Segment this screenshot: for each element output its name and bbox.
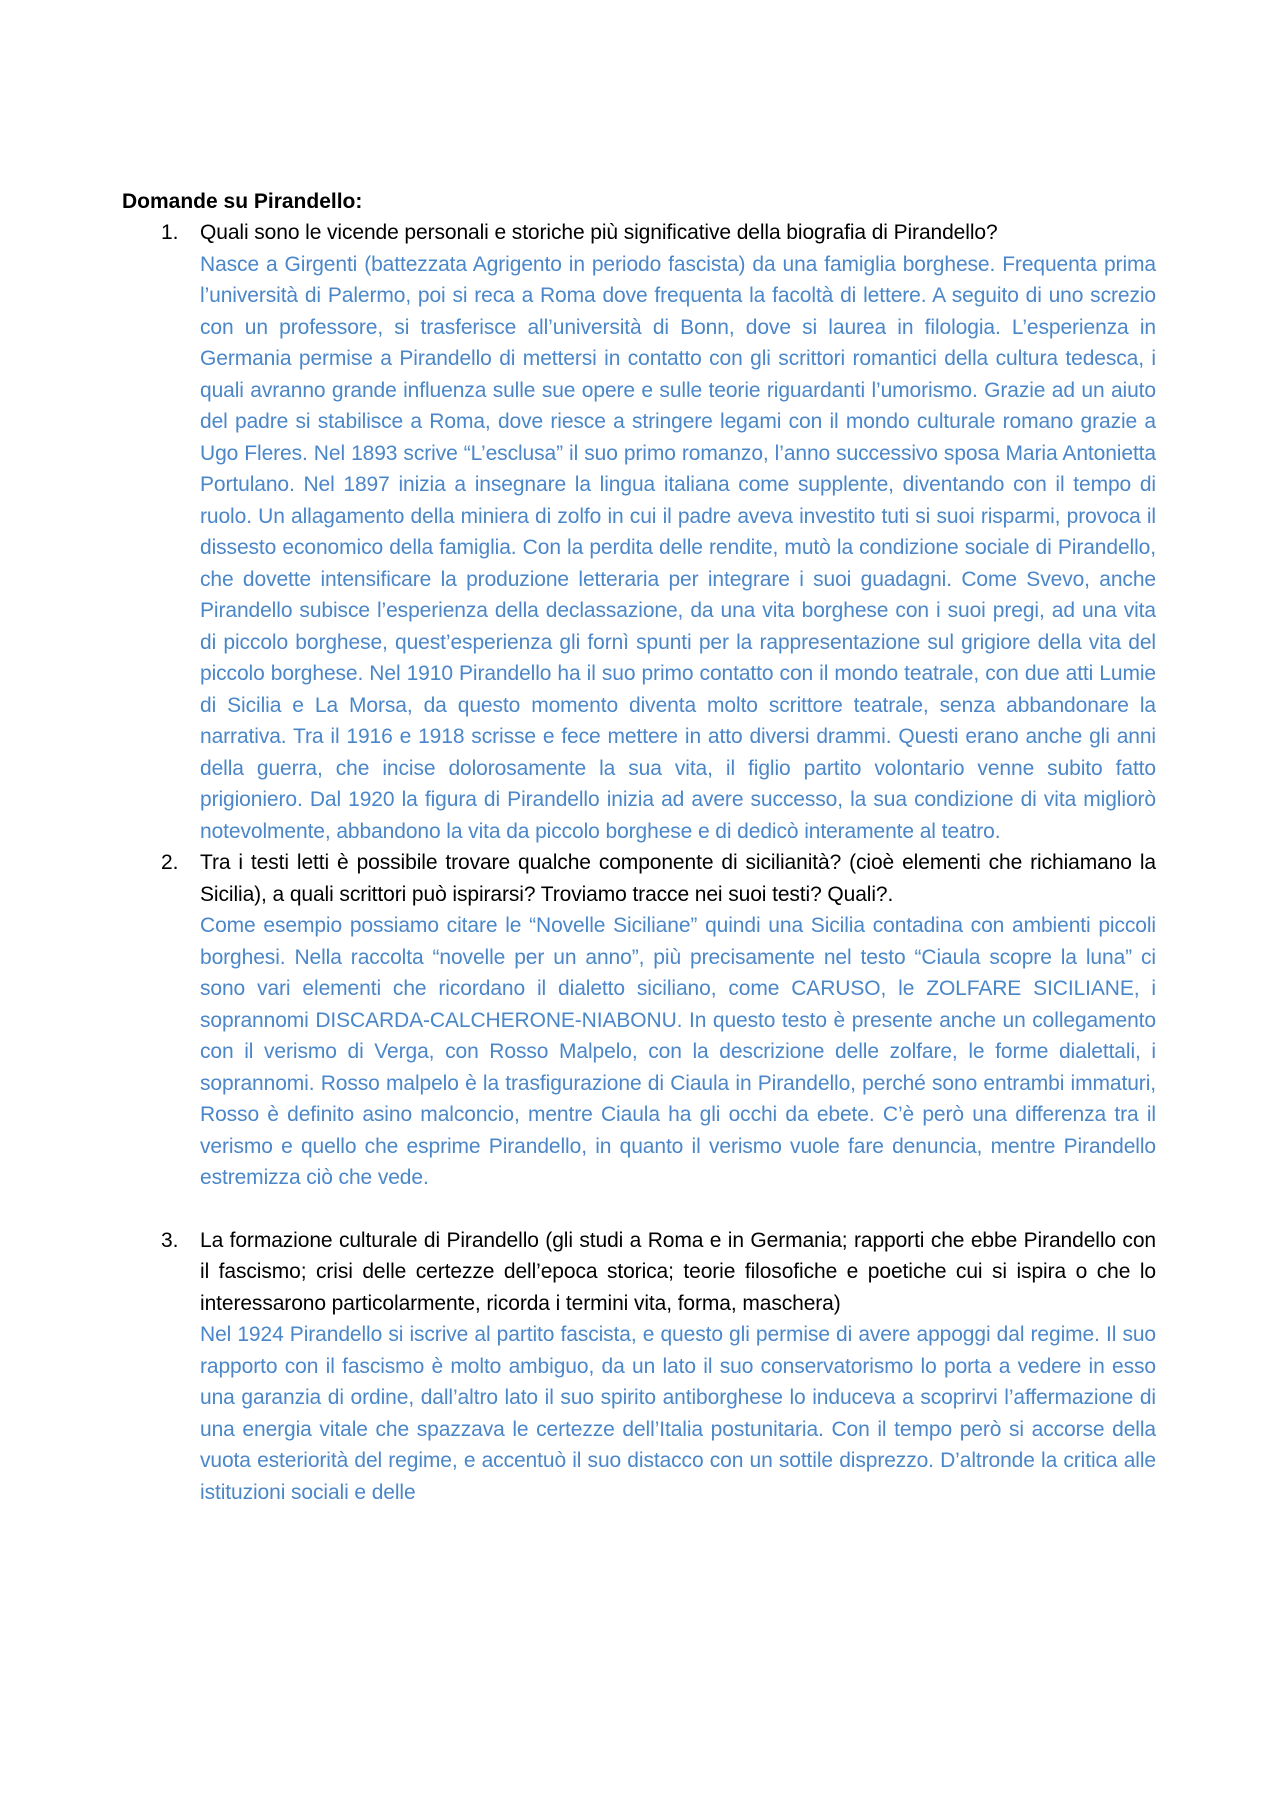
question-number: 2. (161, 851, 179, 874)
question-item-1 (122, 217, 1156, 847)
question-item-3 (122, 1225, 1156, 1509)
document-title: Domande su Pirandello: (122, 190, 363, 213)
question-text: Quali sono le vicende personali e storiche più significative della biografia di Pirandello? (200, 221, 998, 244)
question-text: La formazione culturale di Pirandello (gli studi a Roma e in Germania; rapporti che ebbe Pirandello con il fascismo; crisi delle certezze dell’epoca storica; teorie filosofiche e poetiche cui si ispira o che lo interessarono particolarmente, ricorda i termini vita, forma, maschera) (200, 1228, 1156, 1315)
document-body (122, 186, 1156, 1508)
question-item-2 (122, 847, 1156, 1194)
paragraph-spacer (122, 1194, 1156, 1225)
question-text: Tra i testi letti è possibile trovare qualche componente di sicilianità? (cioè elementi che richiamano la Sicilia), a quali scrittori può ispirarsi? Troviamo tracce nei suoi testi? Quali?. (200, 851, 1156, 906)
answer-text: Come esempio possiamo citare le “Novelle Siciliane” quindi una Sicilia contadina con ambienti piccoli borghesi. Nella raccolta “novelle per un anno”, più precisamente nel testo “Ciaula scopre la luna” ci sono vari elementi che ricordano il dialetto siciliano, come CARUSO, le ZOLFARE SICILIANE, i soprannomi DISCARDA-CALCHERONE-NIABONU. In questo testo è presente anche un collegamento con il verismo di Verga, con Rosso Malpelo, con la descrizione delle zolfare, le forme dialettali, i soprannomi. Rosso malpelo è la trasfigurazione di Ciaula in Pirandello, perché sono entrambi immaturi, Rosso è definito asino malconcio, mentre Ciaula ha gli occhi da ebete. C’è però una differenza tra il verismo e quello che esprime Pirandello, in quanto il verismo vuole fare denuncia, mentre Pirandello estremizza ciò che vede. (200, 914, 1156, 1189)
question-number: 3. (161, 1228, 179, 1252)
question-list (122, 217, 1156, 1508)
answer-text: Nasce a Girgenti (battezzata Agrigento in periodo fascista) da una famiglia borghese. Frequenta prima l’università di Palermo, poi si reca a Roma dove frequenta la facoltà di lettere. A seguito di uno screzio con un professore, si trasferisce all’università di Bonn, dove si laurea in filologia. L’esperienza in Germania permise a Pirandello di mettersi in contatto con gli scrittori romantici della cultura tedesca, i quali avranno grande influenza sulle sue opere e sulle teorie riguardanti l’umorismo. Grazie ad un aiuto del padre si stabilisce a Roma, dove riesce a stringere legami con il mondo culturale romano grazie a Ugo Fleres. Nel 1893 scrive “L’esclusa” il suo primo romanzo, l’anno successivo sposa Maria Antonietta Portulano. Nel 1897 inizia a insegnare la lingua italiana come supplente, diventando con il tempo di ruolo. Un allagamento della miniera di zolfo in cui il padre aveva investito tuti si suoi risparmi, provoca il dissesto economico della famiglia. Con la perdita delle rendite, mutò la condizione sociale di Pirandello, che dovette intensificare la produzione letteraria per integrare i suoi guadagni. Come Svevo, anche Pirandello subisce l’esperienza della declassazione, da una vita borghese con i suoi pregi, ad una vita di piccolo borghese, quest’esperienza gli fornì spunti per la rappresentazione sul grigiore della vita del piccolo borghese. Nel 1910 Pirandello ha il suo primo contatto con il mondo teatrale, con due atti Lumie di Sicilia e La Morsa, da questo momento diventa molto scrittore teatrale, senza abbandonare la narrativa. Tra il 1916 e 1918 scrisse e fece mettere in atto diversi drammi. Questi erano anche gli anni della guerra, che incise dolorosamente la sua vita, il figlio partito volontario venne subito fatto prigioniero. Dal 1920 la figura di Pirandello inizia ad avere successo, la sua condizione di vita migliorò notevolmente, abbandono la vita da piccolo borghese e di dedicò interamente al teatro. (200, 252, 1156, 843)
question-number: 1. (161, 221, 179, 244)
answer-text: Nel 1924 Pirandello si iscrive al partito fascista, e questo gli permise di avere appoggi dal regime. Il suo rapporto con il fascismo è molto ambiguo, da un lato il suo conservatorismo lo porta a vedere in esso una garanzia di ordine, dall’altro lato il suo spirito antiborghese lo induceva a scoprirvi l’affermazione di una energia vitale che spazzava le certezze dell’Italia postunitaria. Con il tempo però si accorse della vuota esteriorità del regime, e accentuò il suo distacco con un sottile disprezzo. D’altronde la critica alle istituzioni sociali e delle (200, 1323, 1156, 1504)
